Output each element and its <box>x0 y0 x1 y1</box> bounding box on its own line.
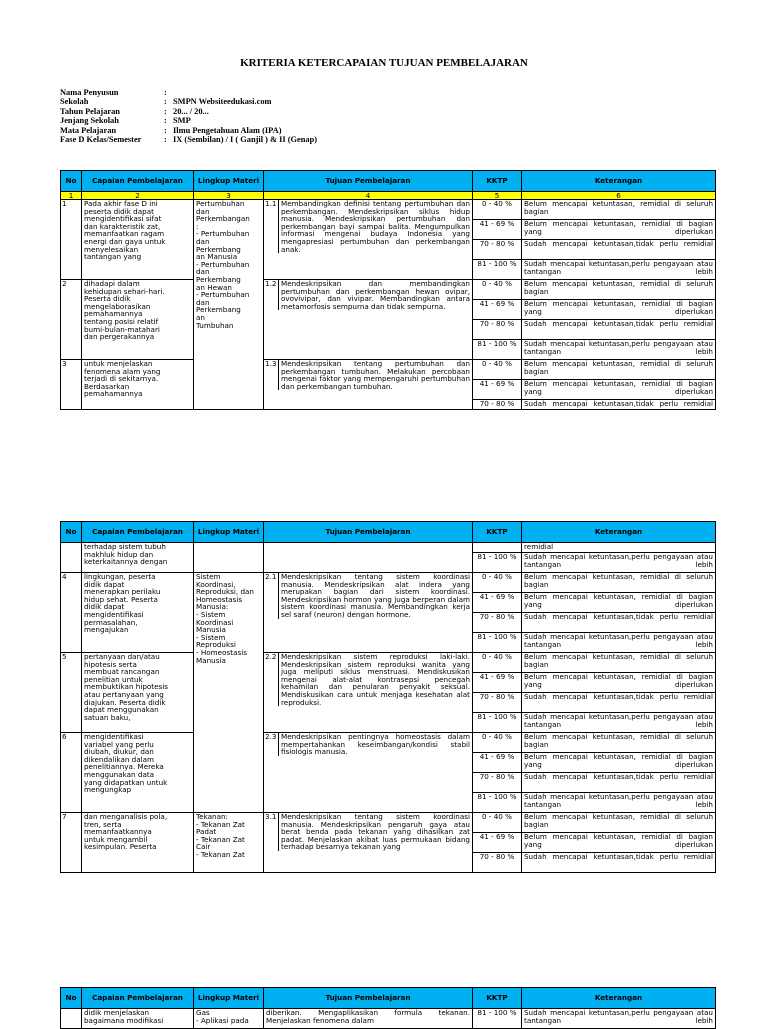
table-row: 41 - 69 % Belum mencapai ketuntasan, remidial di bagian yang diperlukan <box>61 833 716 853</box>
table-row: 81 - 100 % Sudah mencapai ketuntasan,perlu pengayaan atau tantangan lebih <box>61 340 716 360</box>
header-row <box>61 988 716 1009</box>
header-keterangan: Keterangan <box>522 171 716 192</box>
table-row: 70 - 80 % Sudah mencapai ketuntasan,tidak perlu remidial <box>61 693 716 713</box>
meta-row: Fase D Kelas/Semester : IX (Sembilan) / I ( Ganjil ) & II (Genap) <box>60 135 318 145</box>
table-row: 2 dihadapi dalam kehidupan sehari-hari. Peserta didik mengelaborasikan pemahamannya tentang posisi relatif bumi-bulan-matahari dan pergerakannya 1.2 Mendeskripsikan dan membandingkan pertumbuhan dan perkembangan hewan ovipar, ovovivipar, dan vivipar. Membandingkan antara metamorfosis sempurna dan tidak sempurna. 0 - 40 % Belum mencapai ketuntasan, remidial di seluruh bagian <box>61 280 716 300</box>
table-row: 41 - 69 % Belum mencapai ketuntasan, remidial di bagian yang diperlukan <box>61 753 716 773</box>
kktp-table-page-3 <box>60 987 716 1029</box>
header-no: No <box>61 171 82 192</box>
table-row: 4 lingkungan, peserta didik dapat menerapkan perilaku hidup sehat. Peserta didik dapat mengidentifikasi permasalahan, mengajukan Sistem Koordinasi, Reproduksi, dan Homeostasis Manusia: - Sistem Koordinasi Manusia - Sistem Reproduksi - Homeostasis Manusia 2.1 Mendeskripsikan tentang sistem koordinasi manusia. Mendeskripsikan alat indera yang merupakan bagian dari sistem koordinasi. Mendeskripsikan hormon yang juga berperan dalam sistem koordinasi manusia. Membandingkan kerja sel saraf (neuron) dengan hormone. 0 - 40 % Belum mencapai ketuntasan, remidial di seluruh bagian <box>61 573 716 593</box>
header-tujuan: Tujuan Pembelajaran <box>264 171 473 192</box>
header-no: No <box>61 988 82 1009</box>
table-row: 70 - 80 % Sudah mencapai ketuntasan,tidak perlu remidial <box>61 240 716 260</box>
lingkup-materi: Sistem Koordinasi, Reproduksi, dan Homeostasis Manusia: - Sistem Koordinasi Manusia - Sistem Reproduksi - Homeostasis Manusia <box>194 573 264 813</box>
table-row: 81 - 100 % Sudah mencapai ketuntasan,perlu pengayaan atau tantangan lebih <box>61 553 716 573</box>
header-no: No <box>61 522 82 543</box>
table-row: 41 - 69 % Belum mencapai ketuntasan, remidial di bagian yang diperlukan <box>61 380 716 400</box>
table-row: 6 mengidentifikasi variabel yang perlu diubah, diukur, dan dikendalikan dalam penelitiannya. Mereka menggunakan data yang didapatkan untuk mengungkap 2.3 Mendeskripsikan pentingnya homeostasis dalam mempertahankan keseimbangan/kondisi stabil fisiologis manusia. 0 - 40 % Belum mencapai ketuntasan, remidial di seluruh bagian <box>61 733 716 753</box>
header-tujuan: Tujuan Pembelajaran <box>264 522 473 543</box>
table-row: 41 - 69 % Belum mencapai ketuntasan, remidial di bagian yang diperlukan <box>61 593 716 613</box>
meta-row: Jenjang Sekolah : SMP <box>60 116 191 126</box>
header-capaian: Capaian Pembelajaran <box>82 988 194 1009</box>
table-row: 70 - 80 % Sudah mencapai ketuntasan,tidak perlu remidial <box>61 320 716 340</box>
lingkup-materi: Tekanan: - Tekanan Zat Padat - Tekanan Zat Cair - Tekanan Zat <box>194 813 264 873</box>
header-row <box>61 171 716 192</box>
header-lingkup: Lingkup Materi <box>194 988 264 1009</box>
table-row: 70 - 80 % Sudah mencapai ketuntasan,tidak perlu remidial <box>61 613 716 633</box>
table-row: 41 - 69 % Belum mencapai ketuntasan, remidial di bagian yang diperlukan <box>61 673 716 693</box>
kktp-table-page-1 <box>60 170 716 410</box>
header-kktp: KKTP <box>473 522 522 543</box>
table-row: 3 untuk menjelaskan fenomena alam yang terjadi di sekitarnya. Berdasarkan pemahamannya 1.3 Mendeskripsikan tentang pertumbuhan dan perkembangan tumbuhan. Melakukan percobaan mengenai faktor yang mempengaruhi pertumbuhan dan perkembangan tumbuhan. 0 - 40 % Belum mencapai ketuntasan, remidial di seluruh bagian <box>61 360 716 380</box>
header-lingkup: Lingkup Materi <box>194 522 264 543</box>
table-row: 81 - 100 % Sudah mencapai ketuntasan,perlu pengayaan atau tantangan lebih <box>61 713 716 733</box>
table-row: terhadap sistem tubuh makhluk hidup dan keterkaitannya dengan remidial <box>61 543 716 553</box>
header-tujuan: Tujuan Pembelajaran <box>264 988 473 1009</box>
table-row: 70 - 80 % Sudah mencapai ketuntasan,tidak perlu remidial <box>61 853 716 873</box>
table-row: 41 - 69 % Belum mencapai ketuntasan, remidial di bagian yang diperlukan <box>61 220 716 240</box>
table-row: didik menjelaskan bagaimana modifikasi Gas - Aplikasi pada diberikan. Mengaplikasikan formula tekanan. Menjelaskan fenomena dalam 81 - 100 % Sudah mencapai ketuntasan,perlu pengayaan atau tantangan lebih <box>61 1009 716 1029</box>
table-row: 81 - 100 % Sudah mencapai ketuntasan,perlu pengayaan atau tantangan lebih <box>61 633 716 653</box>
meta-row: Sekolah : SMPN Websiteedukasi.com <box>60 97 272 107</box>
header-row <box>61 522 716 543</box>
table-row: 41 - 69 % Belum mencapai ketuntasan, remidial di bagian yang diperlukan <box>61 300 716 320</box>
header-lingkup: Lingkup Materi <box>194 171 264 192</box>
header-keterangan: Keterangan <box>522 988 716 1009</box>
header-keterangan: Keterangan <box>522 522 716 543</box>
document-meta <box>60 88 317 144</box>
header-capaian: Capaian Pembelajaran <box>82 522 194 543</box>
meta-row: Tahun Pelajaran : 20... / 20... <box>60 106 209 116</box>
table-row: 70 - 80 % Sudah mencapai ketuntasan,tidak perlu remidial <box>61 400 716 410</box>
document-title: KRITERIA KETERCAPAIAN TUJUAN PEMBELAJARAN <box>240 57 528 69</box>
table-row: 5 pertanyaan dan/atau hipotesis serta membuat rancangan penelitian untuk membuktikan hipotesis atau pertanyaan yang diajukan. Peserta didik dapat menggunakan satuan baku, 2.2 Mendeskripsikan sistem reproduksi laki-laki. Mendeskripsikan sistem reproduksi wanita yang juga meliputi siklus menstruasi. Mendiskusikan mengenai alat-alat kontrasepsi pencegah kehamilan dan penularan penyakit seksual. Mendiskusikan cara untuk menjaga kesehatan alat reproduksi. 0 - 40 % Belum mencapai ketuntasan, remidial di seluruh bagian <box>61 653 716 673</box>
kktp-table-page-2 <box>60 521 716 873</box>
lingkup-materi: Pertumbuhan dan Perkembangan : - Pertumbuhan dan Perkembang an Manusia - Pertumbuhan dan Perkembang an Hewan - Pertumbuhan dan Perkembang an Tumbuhan <box>194 200 264 410</box>
table-row: 1 Pada akhir fase D ini peserta didik dapat mengidentifikasi sifat dan karakteristik zat, memanfaatkan ragam energi dan gaya untuk menyelesaikan tantangan yang Pertumbuhan dan Perkembangan : - Pertumbuhan dan Perkembang an Manusia - Pertumbuhan dan Perkembang an Hewan - Pertumbuhan dan Perkembang an Tumbuhan 1.1 Membandingkan definisi tentang pertumbuhan dan perkembangan. Mendeskripsikan siklus hidup manusia. Mendeskripsikan pertumbuhan dan perkembangan bayi sampai balita. Mengumpulkan informasi mengenai budaya Indonesia yang mengapresiasi pertumbuhan dan perkembangan anak. 0 - 40 % Belum mencapai ketuntasan, remidial di seluruh bagian <box>61 200 716 220</box>
header-kktp: KKTP <box>473 171 522 192</box>
meta-row: Mata Pelajaran : Ilmu Pengetahuan Alam (IPA) <box>60 125 282 135</box>
column-number-row: 1 2 3 4 5 6 <box>61 192 716 200</box>
header-capaian: Capaian Pembelajaran <box>82 171 194 192</box>
meta-row: Nama Penyusun : <box>60 88 167 97</box>
table-row: 7 dan menganalisis pola, tren, serta memanfaatkannya untuk mengambil kesimpulan. Peserta Tekanan: - Tekanan Zat Padat - Tekanan Zat Cair - Tekanan Zat 3.1 Mendeskripsikan tentang sistem koordinasi manusia. Mendeskripsikan pengaruh gaya atau berat benda pada tekanan yang dihasilkan zat padat. Menjelaskan akibat luas permukaan bidang terhadap besarnya tekanan yang 0 - 40 % Belum mencapai ketuntasan, remidial di seluruh bagian <box>61 813 716 833</box>
table-row: 81 - 100 % Sudah mencapai ketuntasan,perlu pengayaan atau tantangan lebih <box>61 793 716 813</box>
table-row: 81 - 100 % Sudah mencapai ketuntasan,perlu pengayaan atau tantangan lebih <box>61 260 716 280</box>
header-kktp: KKTP <box>473 988 522 1009</box>
table-row: 70 - 80 % Sudah mencapai ketuntasan,tidak perlu remidial <box>61 773 716 793</box>
